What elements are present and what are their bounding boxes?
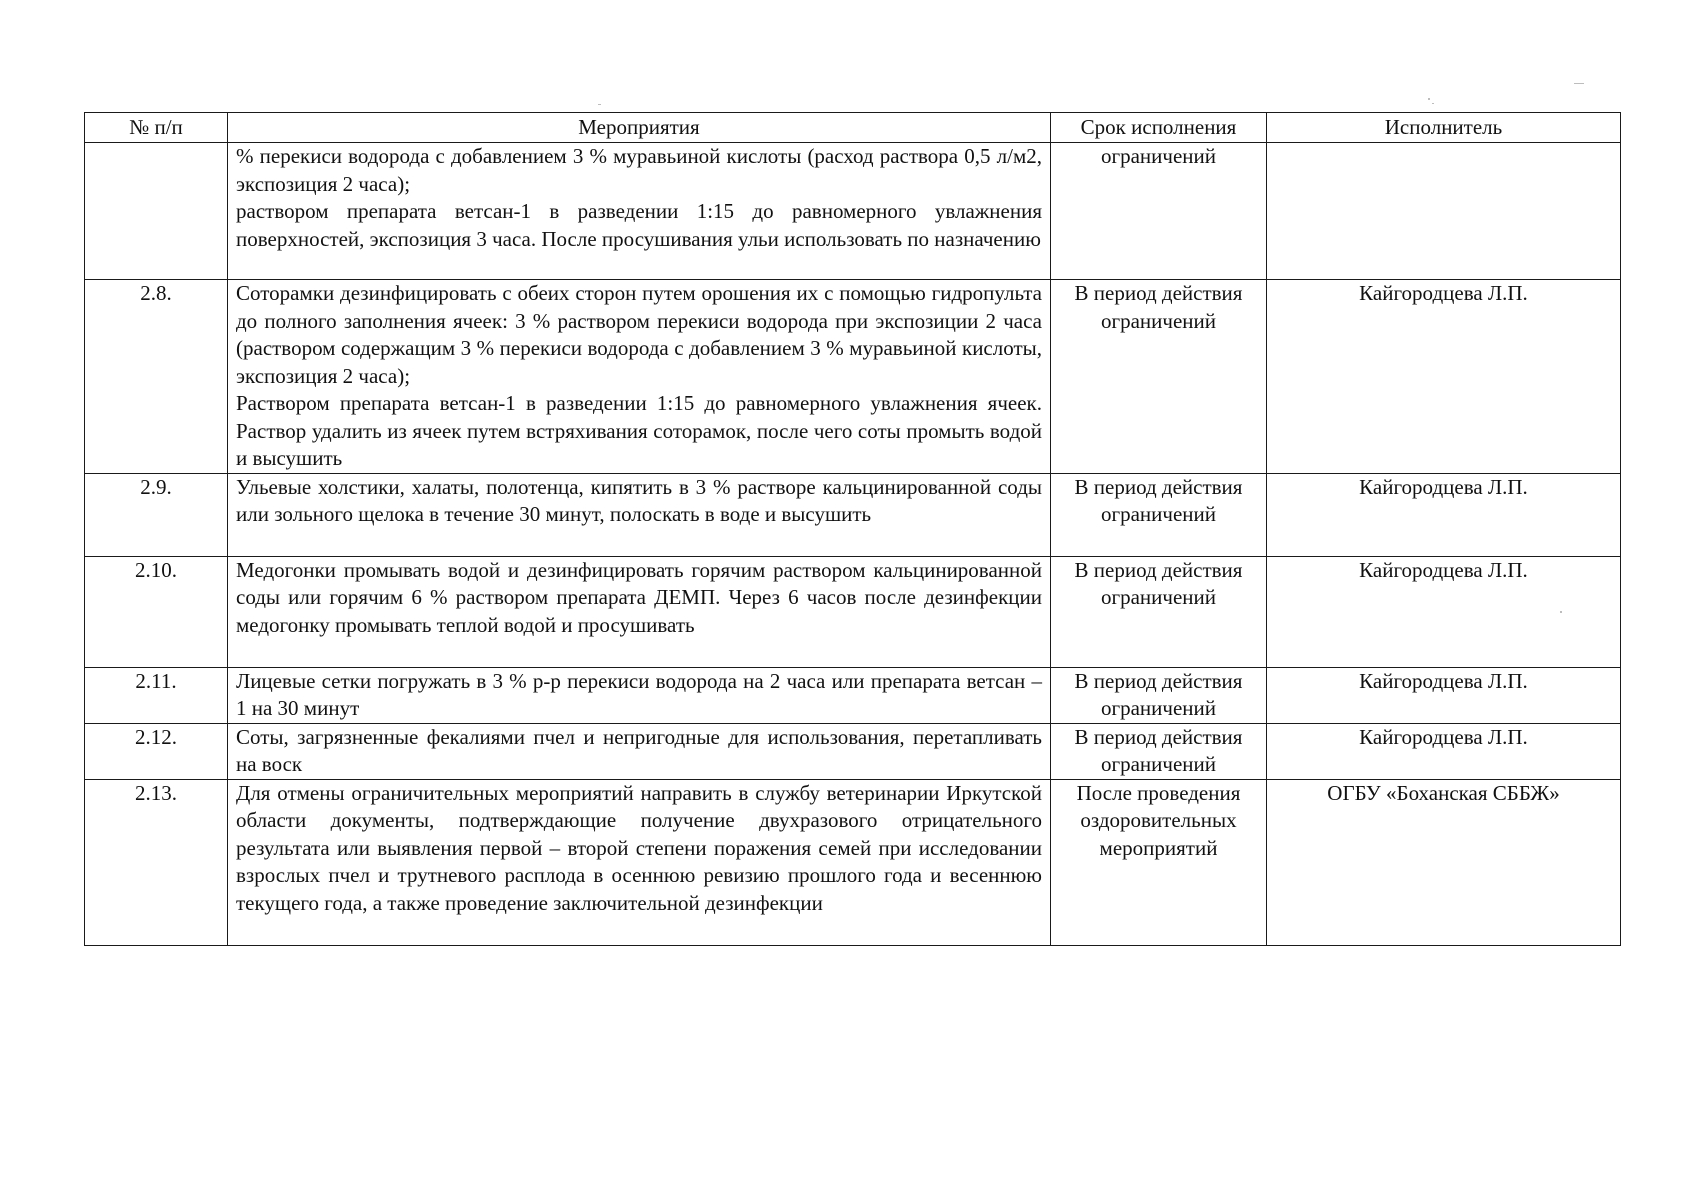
table-row <box>85 473 1621 556</box>
row-activity <box>228 280 1051 474</box>
table-row <box>85 779 1621 945</box>
row-number: 2.13. <box>85 779 228 945</box>
header-term: Срок исполнения <box>1051 113 1267 143</box>
row-term: После проведения оздоровительных мероприятий <box>1051 779 1267 945</box>
table-row <box>85 723 1621 779</box>
row-executor <box>1267 143 1621 280</box>
row-executor: Кайгородцева Л.П. <box>1267 667 1621 723</box>
table-row <box>85 556 1621 667</box>
row-activity <box>228 723 1051 779</box>
row-term: В период действия ограничений <box>1051 280 1267 474</box>
table-row <box>85 280 1621 474</box>
row-term: ограничений <box>1051 143 1267 280</box>
row-term: В период действия ограничений <box>1051 473 1267 556</box>
header-number: № п/п <box>85 113 228 143</box>
table-row <box>85 667 1621 723</box>
table-header-row <box>85 113 1621 143</box>
activity-paragraph: Раствором препарата ветсан-1 в разведении 1:15 до равномерного увлажнения ячеек. Раствор удалить из ячеек путем встряхивания соторамок, после чего соты промыть водой и высушить <box>236 391 1042 470</box>
activity-paragraph: Ульевые холстики, халаты, полотенца, кипятить в 3 % растворе кальцинированной соды или зольного щелока в течение 30 минут, полоскать в воде и высушить <box>236 474 1042 526</box>
header-activity: Мероприятия <box>228 113 1051 143</box>
activity-paragraph: раствором препарата ветсан-1 в разведении 1:15 до равномерного увлажнения поверхностей, экспозиция 3 часа. После просушивания ульи использовать по назначению <box>236 199 1042 251</box>
activity-paragraph: Соторамки дезинфицировать с обеих сторон путем орошения их с помощью гидропульта до полного заполнения ячеек: 3 % раствором перекиси водорода при экспозиции 2 часа (раствором содержащим 3 % перекиси водорода с добавлением 3 % муравьиной кислоты, экспозиция 2 часа); <box>236 281 1042 388</box>
header-executor: Исполнитель <box>1267 113 1621 143</box>
activity-paragraph: Медогонки промывать водой и дезинфицировать горячим раствором кальцинированной соды или горячим 6 % раствором препарата ДЕМП. Через 6 часов после дезинфекции медогонку промывать теплой водой и просушивать <box>236 557 1042 637</box>
row-number: 2.12. <box>85 723 228 779</box>
row-executor: Кайгородцева Л.П. <box>1267 280 1621 474</box>
activity-paragraph: Для отмены ограничительных мероприятий направить в службу ветеринарии Иркутской области документы, подтверждающие получение двухразового отрицательного результата или выявления первой – второй степени поражения семей при исследовании взрослых пчел и трутневого расплода в осеннюю ревизию прошлого года и весеннюю текущего года, а также проведение заключительной дезинфекции <box>236 780 1042 915</box>
table-row <box>85 143 1621 280</box>
row-term: В период действия ограничений <box>1051 556 1267 667</box>
activity-paragraph: Лицевые сетки погружать в 3 % р-р перекиси водорода на 2 часа или препарата ветсан – 1 на 30 минут <box>236 668 1042 720</box>
row-term: В период действия ограничений <box>1051 667 1267 723</box>
row-activity <box>228 556 1051 667</box>
row-activity <box>228 779 1051 945</box>
measures-table <box>84 112 1621 946</box>
row-number: 2.10. <box>85 556 228 667</box>
activity-paragraph: Соты, загрязненные фекалиями пчел и непригодные для использования, перетапливать на воск <box>236 724 1042 776</box>
row-activity <box>228 667 1051 723</box>
row-number: 2.9. <box>85 473 228 556</box>
row-executor: Кайгородцева Л.П. <box>1267 556 1621 667</box>
row-number <box>85 143 228 280</box>
row-executor: Кайгородцева Л.П. <box>1267 473 1621 556</box>
row-number: 2.11. <box>85 667 228 723</box>
row-number: 2.8. <box>85 280 228 474</box>
row-activity <box>228 473 1051 556</box>
activity-paragraph: % перекиси водорода с добавлением 3 % муравьиной кислоты (расход раствора 0,5 л/м2, экспозиция 2 часа); <box>236 144 1042 196</box>
row-term: В период действия ограничений <box>1051 723 1267 779</box>
row-executor: ОГБУ «Боханская СББЖ» <box>1267 779 1621 945</box>
row-activity <box>228 143 1051 280</box>
row-executor: Кайгородцева Л.П. <box>1267 723 1621 779</box>
